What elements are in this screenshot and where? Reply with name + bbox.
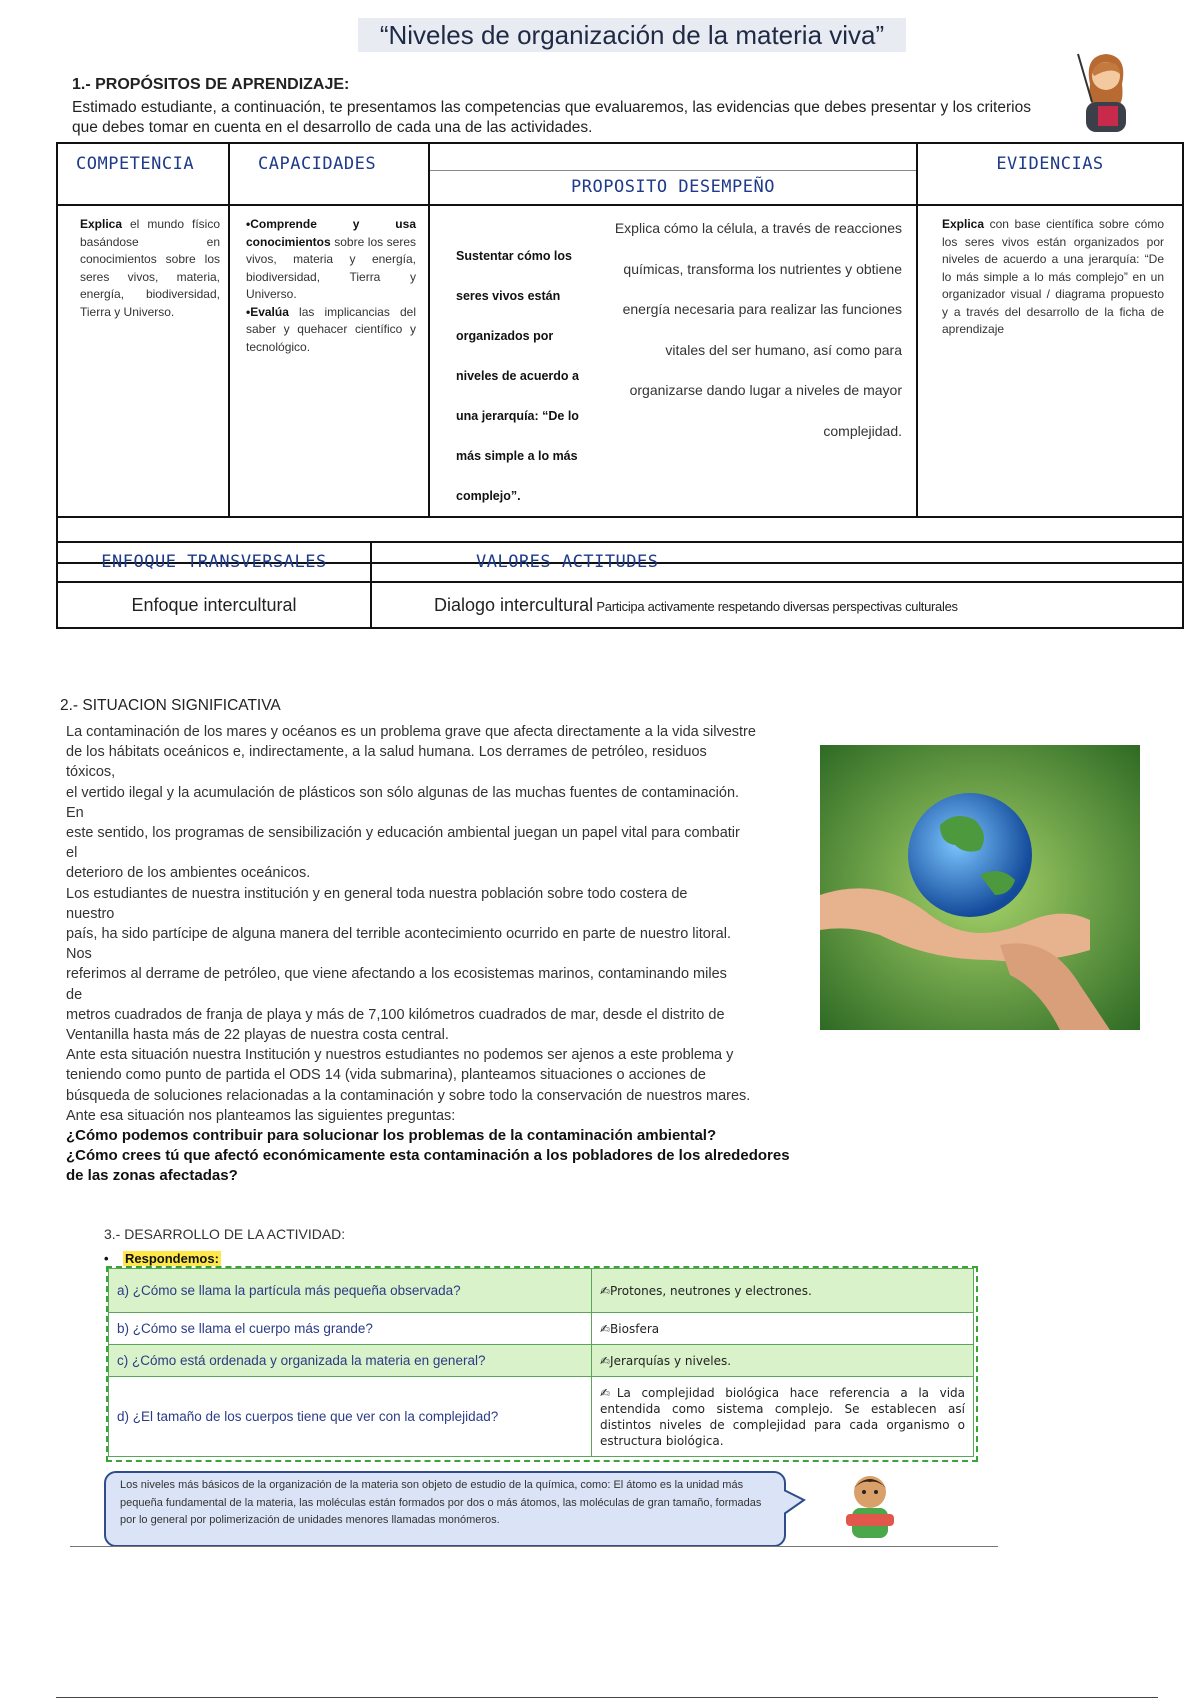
story-line: Nos	[66, 946, 92, 963]
section1-intro: Estimado estudiante, a continuación, te presentamos las competencias que evaluaremos, las evidencias que debes presentar y los criterios que debes tomar en cuenta en el desarrollo de cada una de las actividades.	[72, 99, 1031, 136]
valores-header: VALORES ACTITUDES	[371, 542, 1183, 582]
actitud-text: Participa activamente respetando diversas perspectivas culturales	[593, 598, 958, 614]
table-row	[109, 1269, 974, 1313]
story-line: el vertido ilegal y la acumulación de plásticos son sólo algunas de las muchas fuentes de contaminación.	[66, 784, 740, 801]
enfoque-table	[56, 541, 1184, 629]
story-line: En	[66, 804, 84, 821]
story-line: referimos al derrame de petróleo, que viene afectando a los ecosistemas marinos, contaminando miles	[66, 966, 727, 983]
capacidad-1-lead: •Comprende y usa conocimientos	[246, 217, 416, 249]
earth-in-hands-image	[820, 745, 1140, 1030]
enfoque-value: Enfoque intercultural	[57, 582, 371, 628]
section1-heading: 1.- PROPÓSITOS DE APRENDIZAJE:	[72, 76, 350, 93]
competencia-text: el mundo físico basándose en conocimientos sobre los seres vivos, materia, energía, biodiversidad, Tierra y Universo.	[80, 217, 220, 319]
story-line: Ante esta situación nuestra Institución y nuestros estudiantes no podemos ser ajenos a este problema y	[66, 1047, 734, 1064]
answer-cell[interactable]: ✍Biosfera	[592, 1313, 974, 1345]
question-1: ¿Cómo podemos contribuir para solucionar los problemas de la contaminación ambiental?	[66, 1127, 717, 1145]
respondemos-text: Respondemos:	[125, 1251, 219, 1266]
situation-text	[66, 722, 846, 1187]
proposito-left-text: Sustentar cómo los seres vivos están organizados por niveles de acuerdo a una jerarquía: “De lo más simple a lo más complejo”.	[456, 249, 579, 503]
header-evidencias-label: EVIDENCIAS	[996, 154, 1104, 174]
enfoque-header: ENFOQUE TRANSVERSALES	[57, 542, 371, 582]
header-competencia	[57, 143, 229, 205]
story-line: el	[66, 845, 78, 862]
evidencias-text: con base científica sobre cómo los seres vivos están organizados por niveles de acuerdo a una jerarquía: “De lo más simple a lo más complejo” en un organizador visual / diagrama propuesto y a través del desarrollo de la ficha de aprendizaje	[942, 217, 1164, 336]
table-row	[109, 1313, 974, 1345]
question-2-line-1: ¿Cómo crees tú que afectó económicamente esta contaminación a los pobladores de los alrededores	[66, 1147, 790, 1165]
story-line: Los estudiantes de nuestra institución y en general toda nuestra población sobre todo costera de	[66, 885, 688, 902]
story-line: de los hábitats oceánicos e, indirectamente, a la salud humana. Los derrames de petróleo, residuos	[66, 744, 707, 761]
header-capacidades	[229, 143, 429, 205]
evidencias-cell	[917, 205, 1183, 517]
story-line: país, ha sido partícipe de alguna manera del terrible acontecimiento ocurrido en parte de nuestro litoral.	[66, 926, 731, 943]
table-row	[109, 1345, 974, 1377]
header-proposito-label: PROPOSITO DESEMPEÑO	[430, 170, 916, 197]
story-line: La contaminación de los mares y océanos es un problema grave que afecta directamente a la vida silvestre	[66, 724, 756, 740]
story-line: deterioro de los ambientes oceánicos.	[66, 865, 311, 882]
section2-heading: 2.- SITUACION SIGNIFICATIVA	[60, 697, 281, 714]
competencia-cell	[57, 205, 229, 517]
capacidad-2-lead: •Evalúa	[246, 304, 289, 319]
capacidad-2-text: las implicancias del saber y quehacer científico y tecnológico.	[246, 304, 416, 354]
student-avatar-icon	[834, 1470, 906, 1542]
question-cell: b) ¿Cómo se llama el cuerpo más grande?	[109, 1313, 592, 1345]
header-competencia-label: COMPETENCIA	[76, 154, 195, 174]
story-line: Ante esa situación nos planteamos las siguientes preguntas:	[66, 1107, 456, 1124]
question-cell: d) ¿El tamaño de los cuerpos tiene que ver con la complejidad?	[109, 1377, 592, 1457]
evidencias-lead: Explica	[942, 217, 985, 231]
valor-text: Dialogo intercultural	[434, 594, 594, 615]
story-line: teniendo como punto de partida el ODS 14 (vida submarina), planteamos situaciones o acciones de	[66, 1067, 706, 1084]
table-row	[109, 1377, 974, 1457]
capacidades-cell	[229, 205, 429, 517]
question-2-line-2: de las zonas afectadas?	[66, 1167, 238, 1185]
competencies-table	[56, 142, 1184, 564]
capacidad-1-text: sobre los seres vivos, materia y energía, biodiversidad, Tierra y Universo.	[246, 234, 416, 301]
story-line: este sentido, los programas de sensibilización y educación ambiental juegan un papel vital para combatir	[66, 825, 740, 842]
question-cell: a) ¿Cómo se llama la partícula más pequeña observada?	[109, 1269, 592, 1313]
info-speech-bubble: Los niveles más básicos de la organización de la materia son objeto de estudio de la química, como: El átomo es la unidad más pequeña fundamental de la materia, las moléculas están formados por dos o más átomos, las moléculas de gran tamaño, formadas por lo general por polimerización de unidades menores llamadas monómeros.	[104, 1471, 786, 1547]
valores-cell	[371, 582, 1183, 628]
header-proposito	[429, 143, 917, 205]
story-line: metros cuadrados de franja de playa y más de 7,100 kilómetros cuadrados de mar, desde el distrito de	[66, 1006, 725, 1023]
proposito-right-text: Explica cómo la célula, a través de reacciones químicas, transforma los nutrientes y obtiene energía necesaria para realizar las funciones vitales del ser humano, así como para organizarse dando lugar a niveles de mayor complejidad.	[614, 220, 902, 439]
story-line: nuestro	[66, 905, 115, 922]
respondemos-label: • Respondemos:	[104, 1251, 219, 1266]
header-evidencias	[917, 143, 1183, 205]
header-capacidades-label: CAPACIDADES	[258, 154, 377, 174]
competencia-lead: Explica	[80, 217, 123, 231]
questions-table	[108, 1268, 974, 1457]
story-line: Ventanilla hasta más de 22 playas de nuestra costa central.	[66, 1027, 449, 1044]
question-cell: c) ¿Cómo está ordenada y organizada la materia en general?	[109, 1345, 592, 1377]
divider-line	[70, 1546, 998, 1547]
bubble-tail-icon	[784, 1488, 806, 1518]
answer-cell[interactable]: ✍Protones, neutrones y electrones.	[592, 1269, 974, 1313]
story-line: búsqueda de soluciones relacionadas a la contaminación y sobre todo la conservación de nuestros mares.	[66, 1087, 751, 1104]
story-line: tóxicos,	[66, 764, 116, 781]
teacher-avatar-icon	[1072, 46, 1140, 132]
answer-cell[interactable]: ✍Jerarquías y niveles.	[592, 1345, 974, 1377]
page-title: “Niveles de organización de la materia viva”	[358, 18, 906, 52]
answer-cell[interactable]: ✍La complejidad biológica hace referencia a la vida entendida como sistema complejo. Se establecen así distintos niveles de complejidad para cada organismo o estructura biológica.	[592, 1377, 974, 1457]
story-line: de	[66, 986, 83, 1003]
proposito-cell	[429, 205, 917, 517]
section3-heading: 3.- DESARROLLO DE LA ACTIVIDAD:	[104, 1226, 346, 1242]
footer-divider-line	[56, 1697, 1158, 1698]
